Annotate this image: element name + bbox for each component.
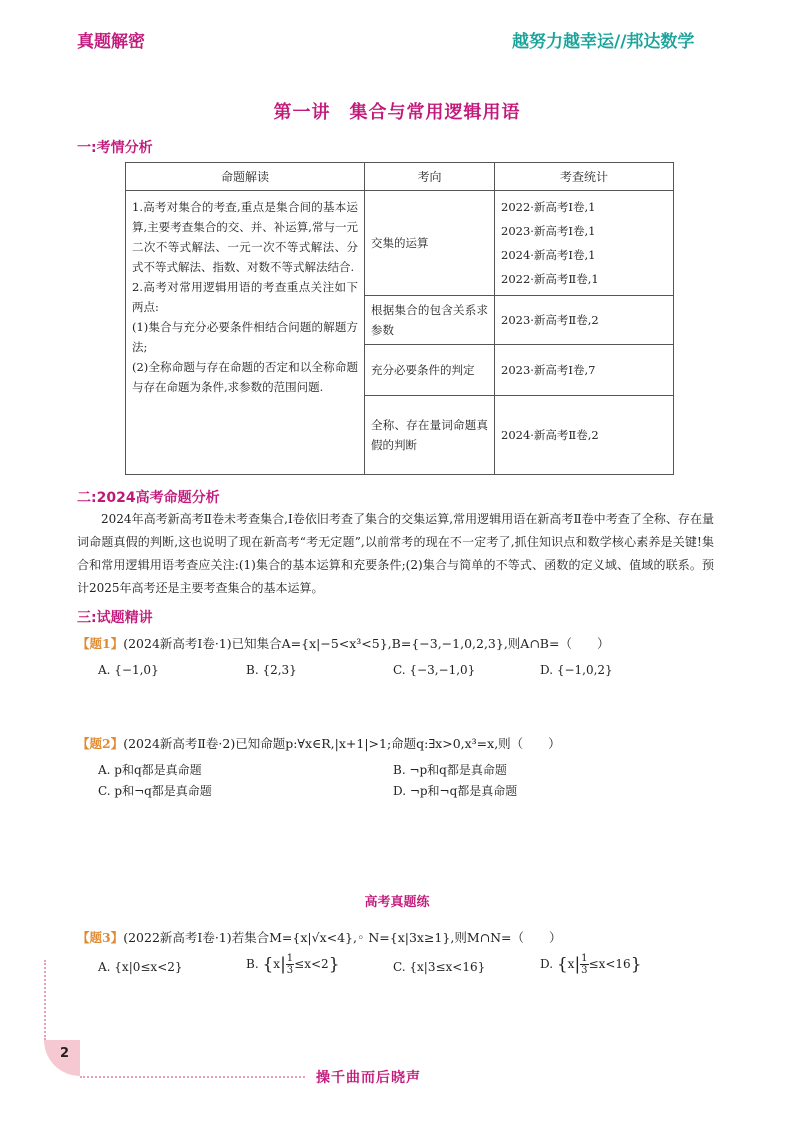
option-c: C. p和¬q都是真命题 bbox=[98, 784, 212, 798]
option-b: B. {2,3} bbox=[246, 663, 297, 677]
question-tag: 【题2】 bbox=[77, 736, 124, 751]
header-right-slogan: 越努力越幸运//邦达数学 bbox=[512, 32, 695, 52]
stat-item: 2024·新高考Ⅱ卷,2 bbox=[501, 428, 599, 442]
direction-cell: 全称、存在量词命题真假的判断 bbox=[365, 396, 495, 475]
option-b: B. ¬p和q都是真命题 bbox=[393, 763, 507, 777]
question-stem: (2024新高考Ⅰ卷·1)已知集合A={x|−5<x³<5},B={−3,−1,0,2,3},则A∩B=（ ） bbox=[123, 636, 610, 651]
bar: | bbox=[574, 954, 581, 975]
stats-cell bbox=[495, 191, 674, 296]
option-inequality: ≤x<2 bbox=[294, 957, 329, 971]
column-header: 考查统计 bbox=[495, 163, 674, 191]
stats-cell bbox=[495, 296, 674, 345]
fraction-denominator: 3 bbox=[286, 965, 294, 976]
stat-item: 2022·新高考Ⅰ卷,1 bbox=[501, 200, 596, 214]
option-label: B. bbox=[246, 957, 263, 971]
subheading-practice: 高考真题练 bbox=[364, 895, 430, 910]
question-tag: 【题3】 bbox=[77, 930, 124, 945]
column-header: 命题解读 bbox=[126, 163, 365, 191]
question-2 bbox=[77, 734, 561, 752]
option-label: D. bbox=[540, 957, 557, 971]
bar: | bbox=[280, 954, 286, 975]
direction-cell: 充分必要条件的判定 bbox=[365, 345, 495, 396]
question-stem: (2022新高考Ⅰ卷·1)若集合M={x|√x<4},◦ N={x|3x≥1},则M∩N=（ ） bbox=[123, 930, 562, 945]
brace-right: } bbox=[328, 954, 340, 975]
header-left-title: 真题解密 bbox=[77, 32, 145, 52]
table-header-row bbox=[126, 163, 674, 191]
section-heading-2024: 二:2024高考命题分析 bbox=[77, 490, 220, 506]
footer-motto: 操千曲而后晓声 bbox=[316, 1070, 421, 1086]
stat-item: 2023·新高考Ⅰ卷,7 bbox=[501, 363, 596, 377]
dotted-border-vertical bbox=[44, 960, 48, 1040]
question-3 bbox=[77, 928, 562, 946]
stats-cell bbox=[495, 396, 674, 475]
option-a: A. {−1,0} bbox=[98, 663, 159, 677]
option-a: A. p和q都是真命题 bbox=[98, 763, 202, 777]
option-d: D. ¬p和¬q都是真命题 bbox=[393, 784, 518, 798]
brace-left: { bbox=[556, 954, 568, 975]
fraction bbox=[286, 953, 294, 976]
option-d: D. {−1,0,2} bbox=[540, 663, 613, 677]
section-heading-analysis: 一:考情分析 bbox=[77, 140, 153, 156]
option-var: x bbox=[567, 957, 575, 971]
stats-cell bbox=[495, 345, 674, 396]
fraction-numerator: 1 bbox=[286, 953, 294, 964]
page-number: 2 bbox=[60, 1046, 70, 1061]
dotted-border-horizontal bbox=[80, 1076, 305, 1080]
fraction bbox=[580, 953, 588, 976]
question-1 bbox=[77, 634, 609, 652]
column-header: 考向 bbox=[365, 163, 495, 191]
interpretation-text: 2.高考对常用逻辑用语的考查重点关注如下两点: bbox=[132, 280, 358, 314]
fraction-denominator: 3 bbox=[581, 965, 588, 976]
stat-item: 2023·新高考Ⅱ卷,2 bbox=[501, 313, 599, 327]
table-row bbox=[126, 191, 674, 296]
brace-left: { bbox=[262, 954, 274, 975]
option-b bbox=[246, 953, 340, 976]
fraction-numerator: 1 bbox=[581, 953, 588, 964]
option-a: A. {x|0≤x<2} bbox=[98, 960, 183, 974]
stat-item: 2024·新高考Ⅰ卷,1 bbox=[501, 248, 596, 262]
interpretation-cell bbox=[126, 191, 365, 475]
question-stem: (2024新高考Ⅱ卷·2)已知命题p:∀x∈R,|x+1|>1;命题q:∃x>0,x³=x,则（ ） bbox=[123, 736, 561, 751]
stat-item: 2022·新高考Ⅱ卷,1 bbox=[501, 272, 599, 286]
option-c: C. {−3,−1,0} bbox=[393, 663, 476, 677]
option-var: x bbox=[273, 957, 281, 971]
analysis-paragraph: 2024年高考新高考Ⅱ卷未考查集合,Ⅰ卷依旧考查了集合的交集运算,常用逻辑用语在新高考Ⅱ卷中考查了全称、存在量词命题真假的判断,这也说明了现在新高考“考无定题”,以前常考的现在不一定考了,抓住知识点和数学核心素养是关键!集合和常用逻辑用语考查应关注:(1)集合的基本运算和充要条件;(2)集合与简单的不等式、函数的定义域、值域的联系。预计2025年高考还是主要考查集合的基本运算。 bbox=[77, 512, 714, 595]
option-c: C. {x|3≤x<16} bbox=[393, 960, 486, 974]
stat-item: 2023·新高考Ⅰ卷,1 bbox=[501, 224, 596, 238]
direction-cell: 根据集合的包含关系求参数 bbox=[365, 296, 495, 345]
interpretation-text: 1.高考对集合的考查,重点是集合间的基本运算,主要考查集合的交、并、补运算,常与一元二次不等式解法、一元一次不等式解法、分式不等式解法、指数、对数不等式解法结合. bbox=[132, 200, 358, 274]
interpretation-text: (1)集合与充分必要条件相结合问题的解题方法; bbox=[132, 320, 358, 354]
option-inequality: ≤x<16 bbox=[588, 957, 631, 971]
section-heading-questions: 三:试题精讲 bbox=[77, 610, 153, 626]
interpretation-text: (2)全称命题与存在命题的否定和以全称命题与存在命题为条件,求参数的范围问题. bbox=[132, 360, 358, 394]
direction-cell: 交集的运算 bbox=[365, 191, 495, 296]
page-title: 第一讲 集合与常用逻辑用语 bbox=[273, 102, 521, 123]
option-d bbox=[540, 953, 642, 976]
question-tag: 【题1】 bbox=[77, 636, 124, 651]
analysis-table bbox=[125, 162, 674, 475]
brace-right: } bbox=[630, 954, 642, 975]
